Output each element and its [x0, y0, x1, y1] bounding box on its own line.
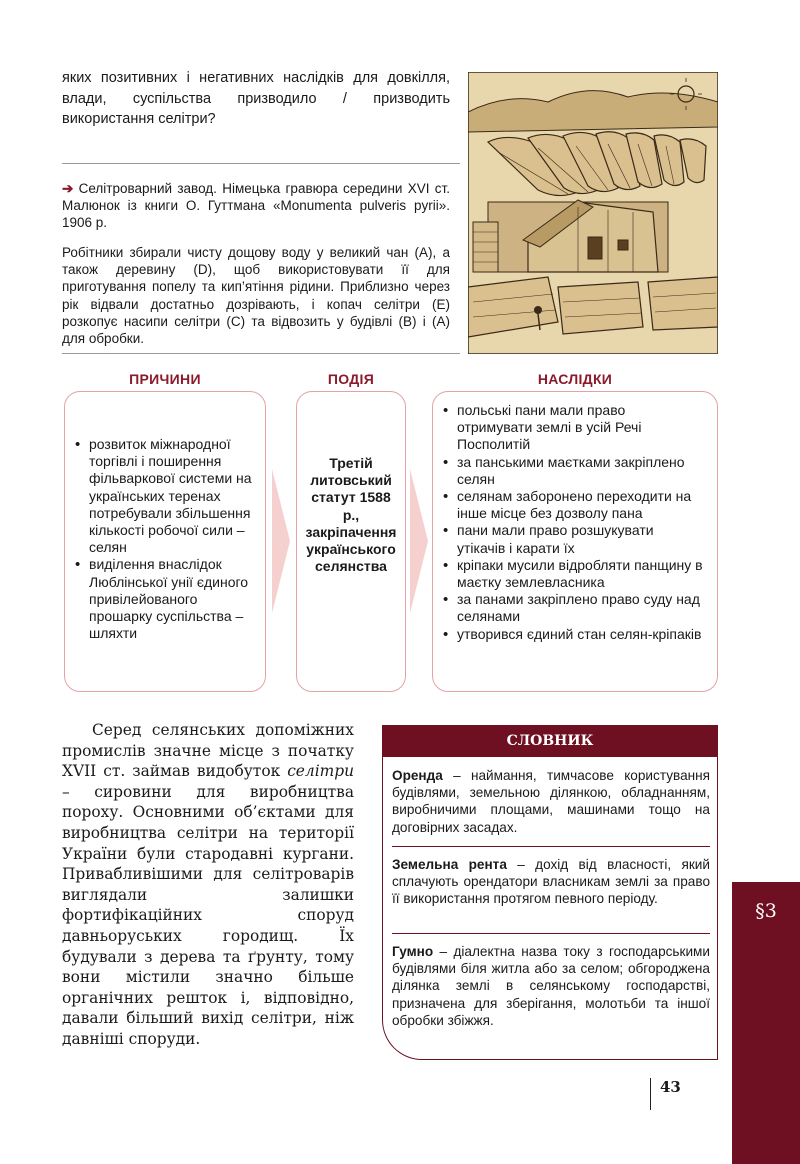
- causes-box: [64, 391, 266, 692]
- text-segment: Серед селянських допоміжних промислів значне місце з початку XVII ст. займав видобуток: [62, 721, 354, 781]
- glossary-header: СЛОВНИК: [382, 725, 718, 757]
- figure-description: Робітники збирали чисту дощову воду у великий чан (А), а також деревину (D), щоб використовувати її для приготування попелу та кип’ятіння рідини. Приблизно через рік відвали достатньо дозрівають, і копач селітри (Е) розкопує насипи селітри (С) та відвозить у будівлі (В) і (А) для обробки.: [62, 245, 450, 347]
- section-tab: [732, 882, 800, 1164]
- causes-list: [75, 436, 257, 642]
- list-item: • пани мали право розшукувати утікачів і карати їх: [443, 522, 703, 556]
- caption-text: Селітроварний завод. Німецька гравюра середини XVI ст. Малюнок із книги О. Гуттмана «Monumenta pulveris pyrii». 1906 р.: [62, 181, 450, 230]
- list-item: • кріпаки мусили відробляти панщину в маєтку землевласника: [443, 557, 703, 591]
- list-item: • розвиток міжнародної торгівлі і поширення фільваркової системи на українських теренах потребували збільшення кількості робочої сили – селян: [75, 436, 257, 556]
- effects-box: [432, 391, 718, 692]
- list-item: • утворився єдиний стан селян-кріпаків: [443, 626, 703, 643]
- divider: [62, 163, 460, 164]
- divider: [62, 353, 460, 354]
- list-item: • за панськими маєтками закріплено селян: [443, 454, 703, 488]
- glossary-term: Земельна рента: [392, 857, 507, 872]
- event-box: [296, 391, 406, 692]
- glossary-box: [382, 757, 718, 1060]
- effects-header: НАСЛІДКИ: [537, 371, 613, 387]
- causes-header: ПРИЧИНИ: [129, 371, 201, 387]
- list-item: • за панами закріплено право суду над селянами: [443, 591, 703, 625]
- glossary-entry: [392, 856, 710, 908]
- list-item: • польські пани мали право отримувати землі в усій Речі Посполитій: [443, 402, 703, 454]
- event-text: Третій литовський статут 1588 р., закріпачення українського селянства: [305, 455, 397, 575]
- page-number: 43: [660, 1078, 681, 1096]
- arrow-shape: [272, 469, 290, 613]
- glossary-entry: [392, 767, 710, 836]
- glossary-entry: [392, 943, 710, 1029]
- engraving-image: [468, 72, 718, 354]
- arrow-shape: [410, 469, 428, 613]
- glossary-term: Оренда: [392, 768, 443, 783]
- glossary-term: Гумно: [392, 944, 434, 959]
- text-segment: – сировини для виробництва пороху. Основними об’єктами для виробництва селітри на території України були стародавні кургани. Привабливішими для селітроварів виглядали залишки фортифікаційних споруд давньоруських городищ. Їх будували з дерева та ґрунту, тому вони містили значно більше органічних решток і, відповідно, давали більший вихід селітри, ніж давніші споруди.: [62, 782, 354, 1048]
- divider: [392, 846, 710, 847]
- arrow-icon: ➔: [62, 181, 74, 196]
- divider: [392, 933, 710, 934]
- term-emphasis: селітри: [287, 762, 354, 781]
- figure-caption: [62, 180, 450, 231]
- main-text: [62, 720, 354, 1050]
- list-item: • виділення внаслідок Люблінської унії єдиного привілейованого прошарку суспільства – шляхти: [75, 556, 257, 642]
- effects-list: [443, 402, 703, 643]
- section-label: §3: [755, 900, 777, 922]
- glossary-definition: – дохід від власності, який сплачують орендатори власникам землі за право її використання протягом певного періоду.: [392, 857, 710, 907]
- question-text: яких позитивних і негативних наслідків для довкілля, влади, суспільства призводило / призводить використання селітри?: [62, 70, 450, 127]
- list-item: • селянам заборонено переходити на інше місце без дозволу пана: [443, 488, 703, 522]
- page-number-divider: [650, 1078, 651, 1110]
- event-header: ПОДІЯ: [327, 371, 375, 387]
- glossary-definition: – наймання, тимчасове користування будівлями, земельною ділянкою, обладнанням, виробничими площами, машинами тощо на договірних засадах.: [392, 768, 710, 835]
- glossary-definition: – діалектна назва току з господарськими будівлями біля житла або за селом; обгороджена ділянка землі в селянському господарстві, призначена для зберігання, молотьби та іншої обробки збіжжя.: [392, 944, 710, 1028]
